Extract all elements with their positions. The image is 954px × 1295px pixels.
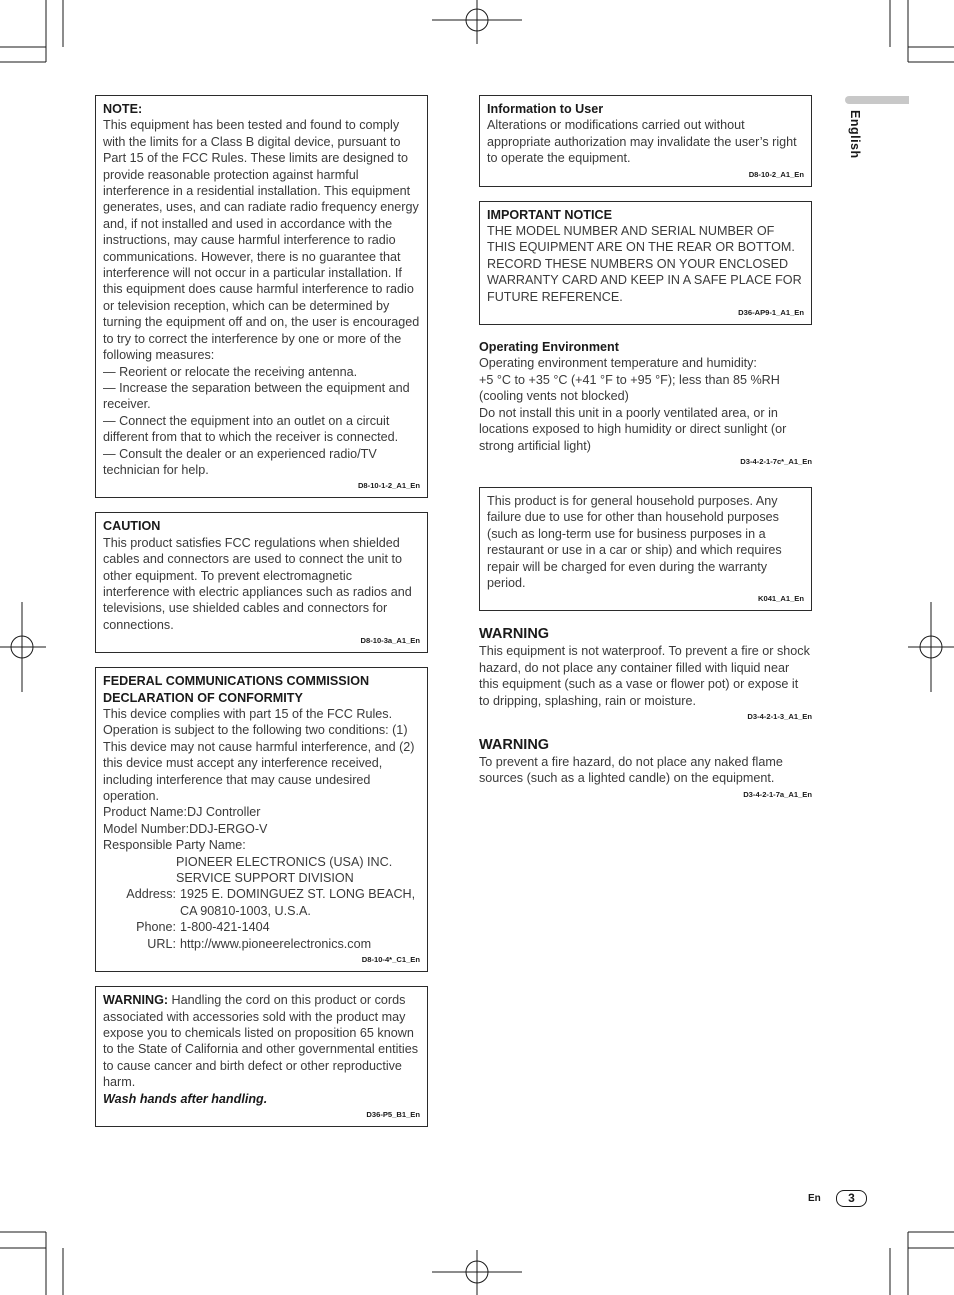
fcc-responsible-party: Responsible Party Name:: [103, 838, 246, 853]
fcc-declaration-box: [95, 667, 428, 972]
fcc-company-line-1: PIONEER ELECTRONICS (USA) INC.: [176, 854, 393, 869]
fcc-code: D8-10-4*_C1_En: [361, 955, 420, 965]
fcc-address-label: Address:: [126, 887, 176, 902]
warning-2-title: WARNING: [479, 736, 550, 753]
operating-line-2: +5 °C to +35 °C (+41 °F to +95 °F); less than 85 %RH (cooling vents not blocked): [479, 372, 780, 404]
fcc-address-value: 1925 E. DOMINGUEZ ST. LONG BEACH, CA 90810-1003, U.S.A.: [180, 887, 416, 918]
prop65-lead: WARNING:: [103, 993, 169, 1008]
warning-1-title: WARNING: [479, 626, 550, 643]
fcc-title: FEDERAL COMMUNICATIONS COMMISSION DECLARATION OF CONFORMITY: [103, 674, 370, 705]
left-column: [95, 95, 428, 1141]
language-tab-bar: [845, 96, 909, 104]
right-column: [479, 95, 812, 814]
fcc-url-value: http://www.pioneerelectronics.com: [180, 936, 372, 951]
warning-1-code: D3-4-2-1-3_A1_En: [747, 711, 812, 721]
operating-code: D3-4-2-1-7c*_A1_En: [740, 456, 812, 466]
fcc-address-row: [103, 886, 420, 919]
note-measure-3: — Connect the equipment into an outlet on a circuit different from that to which the receiver is connected.: [103, 413, 399, 445]
language-label: English: [848, 110, 862, 159]
note-measure-2: — Increase the separation between the equipment and receiver.: [103, 380, 410, 412]
operating-title: Operating Environment: [479, 340, 619, 355]
important-title: IMPORTANT NOTICE: [487, 207, 612, 222]
caution-title: CAUTION: [103, 519, 161, 534]
note-box: [95, 95, 428, 498]
prop65-body: Handling the cord on this product or cords associated with accessories sold with the product may expose you to chemicals listed on proposition 65 known to the State of California and other governmental entities to cause cancer and birth defect or other reproductive harm.: [103, 993, 419, 1090]
note-measure-1: — Reorient or relocate the receiving antenna.: [103, 364, 358, 379]
warning-2-code: D3-4-2-1-7a_A1_En: [743, 789, 812, 799]
note-code: D8-10-1-2_A1_En: [357, 481, 420, 491]
info-user-body: Alterations or modifications carried out without appropriate authorization may invalidate the user’s right to operate the equipment.: [487, 118, 797, 166]
household-body: This product is for general household purposes. Any failure due to use for other than household purposes (such as long-term use for business purposes in a restaurant or use in a car or ship) and which requires repair will be charged for even during the warranty period.: [487, 493, 782, 590]
note-measure-4: — Consult the dealer or an experienced radio/TV technician for help.: [103, 446, 377, 477]
info-user-box: [479, 95, 812, 187]
fcc-phone-value: 1-800-421-1404: [180, 920, 270, 935]
important-body: THE MODEL NUMBER AND SERIAL NUMBER OF THIS EQUIPMENT ARE ON THE REAR OR BOTTOM. RECORD THESE NUMBERS ON YOUR ENCLOSED WARRANTY CARD AND KEEP IN A SAFE PLACE FOR FUTURE REFERENCE.: [487, 224, 802, 304]
prop65-code: D36-P5_B1_En: [366, 1109, 420, 1119]
fcc-model-number: Model Number:DDJ-ERGO-V: [103, 821, 268, 836]
important-notice-box: [479, 201, 812, 325]
operating-line-1: Operating environment temperature and humidity:: [479, 356, 757, 371]
fcc-product-name: Product Name:DJ Controller: [103, 805, 261, 820]
fcc-company-line-2: SERVICE SUPPORT DIVISION: [176, 871, 354, 886]
warning-2-body: To prevent a fire hazard, do not place any naked flame sources (such as a lighted candle) on the equipment.: [479, 754, 783, 786]
fcc-url-label: URL:: [147, 936, 176, 951]
footer-language: En: [808, 1193, 821, 1204]
fcc-body: This device complies with part 15 of the FCC Rules. Operation is subject to the following two conditions: (1) This device may not cause harmful interference, and (2) this device must accept any interference received, including interference that may cause undesired operation.: [103, 707, 415, 804]
info-user-title: Information to User: [487, 102, 604, 116]
important-code: D36-AP9-1_A1_En: [738, 308, 804, 318]
household-code: K041_A1_En: [757, 594, 804, 604]
info-user-code: D8-10-2_A1_En: [748, 169, 804, 179]
caution-body: This product satisfies FCC regulations when shielded cables and connectors are used to connect the unit to other equipment. To prevent electromagnetic interference with electric appliances such as radios and televisions, use shielded cables and connectors for connections.: [103, 535, 412, 632]
operating-line-3: Do not install this unit in a poorly ventilated area, or in locations exposed to high humidity or direct sunlight (or strong artificial light): [479, 405, 787, 453]
prop65-text: [103, 992, 420, 1090]
note-title: NOTE:: [103, 102, 143, 116]
warning-flame-section: [479, 736, 812, 800]
fcc-url-row: [103, 936, 420, 952]
warning-waterproof-section: [479, 625, 812, 722]
prop65-emphasis: Wash hands after handling.: [103, 1091, 268, 1106]
fcc-phone-row: [103, 919, 420, 935]
caution-code: D8-10-3a_A1_En: [360, 636, 420, 646]
household-box: [479, 487, 812, 611]
prop65-warning-box: [95, 986, 428, 1127]
page-number: 3: [836, 1190, 867, 1207]
warning-1-body: This equipment is not waterproof. To prevent a fire or shock hazard, do not place any container filled with liquid near this equipment (such as a vase or flower pot) or expose it to dripping, splashing, rain or moisture.: [479, 644, 810, 708]
caution-box: [95, 512, 428, 653]
note-body: This equipment has been tested and found to comply with the limits for a Class B digital device, pursuant to Part 15 of the FCC Rules. These limits are designed to provide reasonable protection against harmful interference in a residential installation. This equipment generates, uses, and can radiate radio frequency energy and, if not installed and used in accordance with the instructions, may cause harmful interference to radio communications. However, there is no guarantee that interference will not occur in a particular installation. If this equipment does cause harmful interference to radio or television reception, which can be determined by turning the equipment off and on, the user is encouraged to try to correct the interference by one or more of the following measures:: [103, 118, 420, 363]
fcc-phone-label: Phone:: [136, 920, 176, 935]
operating-environment-section: [479, 339, 812, 467]
